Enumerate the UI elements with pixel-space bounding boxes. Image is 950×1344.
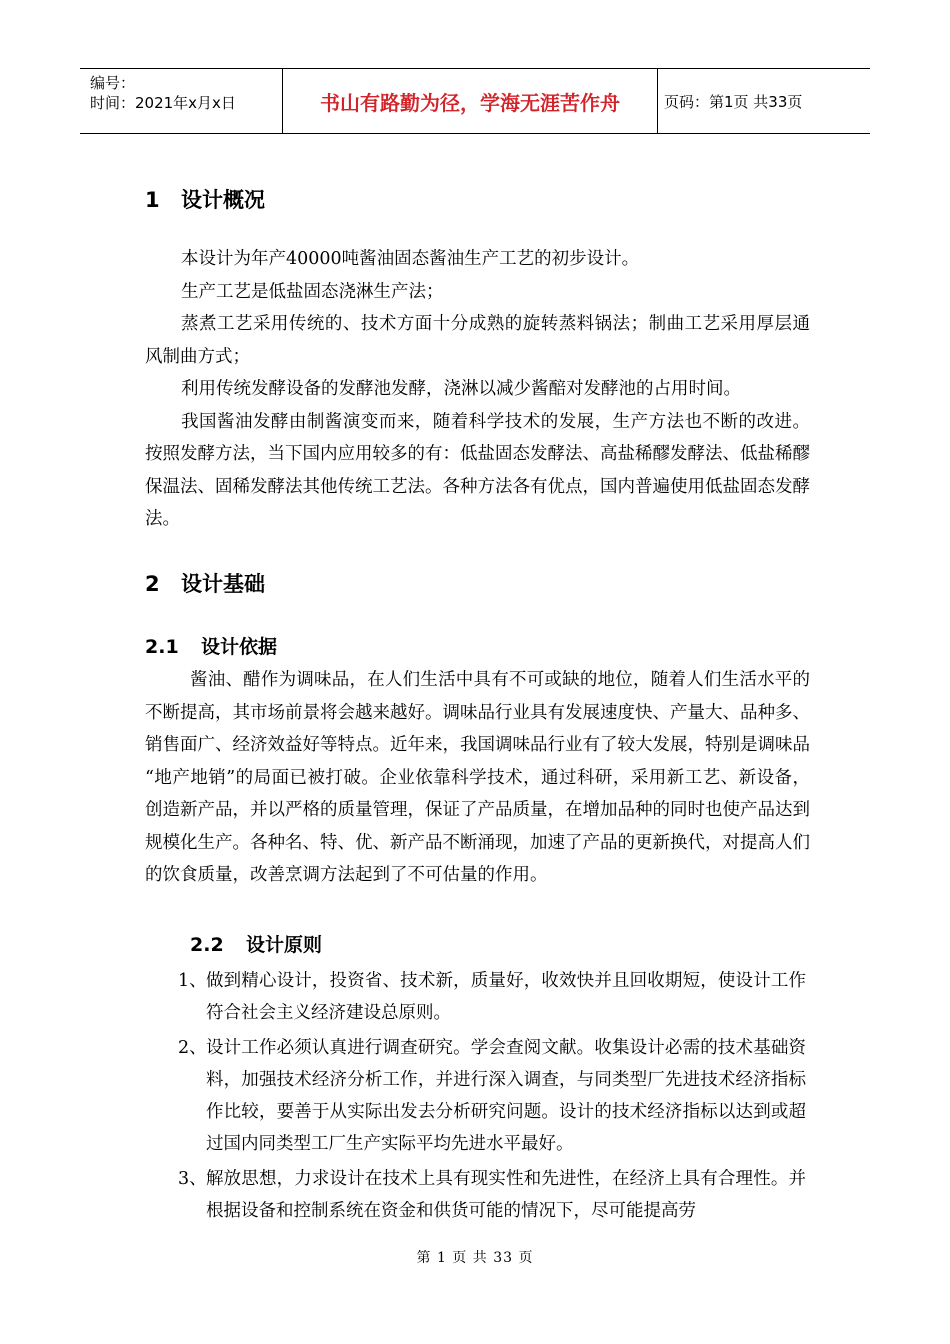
list-index: 1、	[178, 971, 207, 991]
header-meta	[80, 69, 282, 133]
paragraph: 蒸煮工艺采用传统的、技术方面十分成熟的旋转蒸料锅法；制曲工艺采用厚层通风制曲方式；	[145, 314, 810, 367]
section-1-number: 1	[145, 188, 160, 212]
section-1-body	[145, 243, 810, 536]
section-2-2-title: 设计原则	[246, 934, 323, 956]
page-header	[80, 68, 870, 134]
section-1-heading	[145, 184, 265, 214]
header-motto: 书山有路勤为径，学海无涯苦作舟	[282, 69, 658, 133]
section-2-2-heading	[190, 930, 322, 957]
list-text: 设计工作必须认真进行调查研究。学会查阅文献。收集设计必需的技术基础资料，加强技术经济分析工作，并进行深入调查，与同类型厂先进技术经济指标作比较，要善于从实际出发去分析研究问题。设计的技术经济指标以达到或超过国内同类型工厂生产实际平均先进水平最好。	[206, 1038, 806, 1154]
section-2-title: 设计基础	[181, 572, 265, 596]
paragraph: 利用传统发酵设备的发酵池发酵，浇淋以减少酱醅对发酵池的占用时间。	[181, 379, 741, 399]
list-item	[178, 965, 806, 1029]
section-2-2-number: 2.2	[190, 934, 224, 956]
section-2-number: 2	[145, 572, 160, 596]
section-2-1-body	[145, 664, 810, 892]
principles-list	[178, 965, 806, 1230]
section-1-title: 设计概况	[181, 188, 265, 212]
list-index: 3、	[178, 1169, 207, 1189]
section-2-1-number: 2.1	[145, 636, 179, 658]
list-text: 做到精心设计，投资省、技术新，质量好，收效快并且回收期短，使设计工作符合社会主义经济建设总原则。	[206, 971, 806, 1023]
list-text: 解放思想，力求设计在技术上具有现实性和先进性，在经济上具有合理性。并根据设备和控制系统在资金和供货可能的情况下，尽可能提高劳	[206, 1169, 806, 1221]
section-2-1-title: 设计依据	[201, 636, 278, 658]
number-label: 编号：	[90, 74, 136, 92]
list-item	[178, 1032, 806, 1160]
list-index: 2、	[178, 1038, 207, 1058]
list-item	[178, 1163, 806, 1227]
page-footer: 第 1 页 共 33 页	[416, 1250, 534, 1266]
time-label: 时间：2021年x月x日	[90, 94, 236, 112]
paragraph: 本设计为年产40000吨酱油固态酱油生产工艺的初步设计。	[181, 249, 640, 269]
header-page-info: 页码：第1页 共33页	[664, 92, 803, 111]
paragraph: 我国酱油发酵由制酱演变而来，随着科学技术的发展，生产方法也不断的改进。按照发酵方法，当下国内应用较多的有：低盐固态发酵法、高盐稀醪发酵法、低盐稀醪保温法、固稀发酵法其他传统工艺法。各种方法各有优点，国内普遍使用低盐固态发酵法。	[145, 411, 810, 529]
paragraph: 生产工艺是低盐固态浇淋生产法；	[181, 281, 444, 302]
paragraph: 酱油、醋作为调味品，在人们生活中具有不可或缺的地位，随着人们生活水平的不断提高，其市场前景将会越来越好。调味品行业具有发展速度快、产量大、品种多、销售面广、经济效益好等特点。近年来，我国调味品行业有了较大发展，特别是调味品 “地产地销”的局面已被打破。企业依靠科学技术，通过科研，采用新工艺、新设备，创造新产品，并以严格的质量管理，保证了产品质量，在增加品种的同时也使产品达到规模化生产。各种名、特、优、新产品不断涌现，加速了产品的更新换代，对提高人们的饮食质量，改善烹调方法起到了不可估量的作用。	[145, 670, 810, 885]
section-2-heading	[145, 568, 265, 598]
section-2-1-heading	[145, 632, 277, 659]
